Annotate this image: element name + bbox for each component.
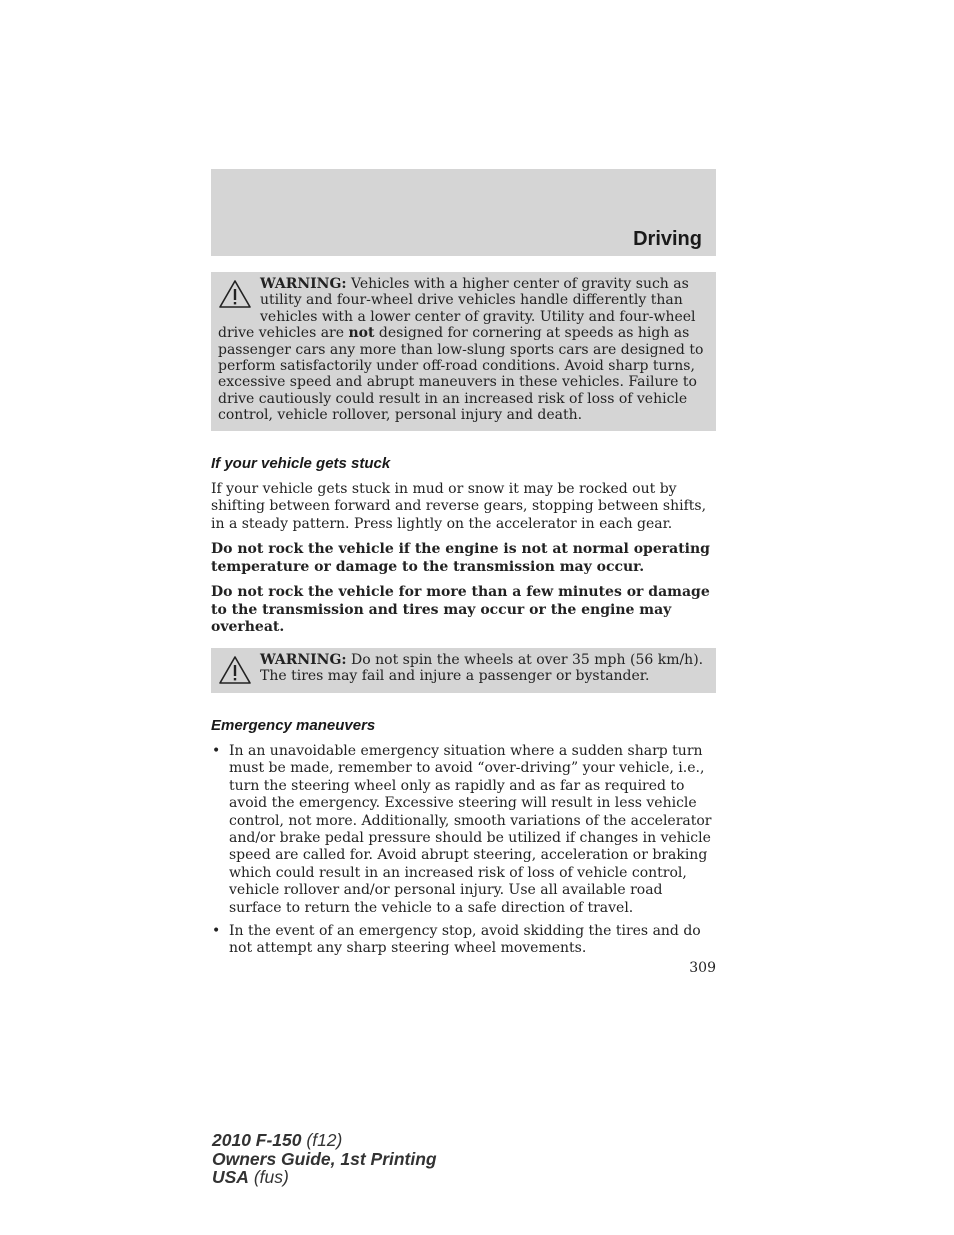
- emergency-bullet-list: [211, 743, 716, 964]
- document-footer: [212, 1131, 437, 1187]
- stuck-caution-temperature: Do not rock the vehicle if the engine is not at normal operating temperature or damage to the transmission may occur.: [211, 541, 710, 575]
- warning-label: WARNING:: [260, 652, 347, 668]
- stuck-body-paragraph: If your vehicle gets stuck in mud or snow it may be rocked out by shifting between forward and reverse gears, stopping between shifts, in a steady pattern. Press lightly on the accelerator in each gear.: [211, 481, 707, 532]
- bullet-marker: •: [212, 923, 221, 940]
- section-header-band: [211, 169, 716, 256]
- bullet-marker: •: [212, 743, 221, 759]
- warning-label: WARNING:: [260, 276, 347, 292]
- list-item: [211, 923, 716, 958]
- warning-triangle-icon: [218, 655, 252, 685]
- list-item-text: In an unavoidable emergency situation where a sudden sharp turn must be made, remember to avoid “over-driving” your vehicle, i.e., turn the steering wheel only as rapidly and as far as required to avoid the emergency. Excessive steering will result in less vehicle control, not more. Additionally, smooth variations of the accelerator and/or brake pedal pressure should be utilized if changes in vehicle speed are called for. Avoid abrupt steering, acceleration or braking which could result in an increased risk of loss of vehicle control, vehicle rollover and/or personal injury. Use all available road surface to return the vehicle to a safe direction of travel.: [229, 743, 712, 916]
- footer-line-market: USA (fus): [212, 1167, 289, 1187]
- warning-text: Do not spin the wheels at over 35 mph (56 km/h). The tires may fail and injure a passenger or bystander.: [260, 652, 704, 685]
- warning-triangle-icon: [218, 279, 252, 309]
- stuck-caution-duration: Do not rock the vehicle for more than a few minutes or damage to the transmission and tires may occur or the engine may overheat.: [211, 584, 710, 636]
- list-item: [211, 743, 716, 917]
- footer-line-guide: Owners Guide, 1st Printing: [212, 1148, 437, 1169]
- warning-box-center-of-gravity: [211, 272, 716, 431]
- warning-text-after: designed for cornering at speeds as high as passenger cars any more than low-slung sports cars are designed to perform satisfactorily under off-road conditions. Avoid sharp turns, excessive speed and abrupt maneuvers in these vehicles. Failure to drive cautiously could result in an increased risk of loss of vehicle control, vehicle rollover, personal injury and death.: [218, 325, 704, 424]
- warning-box-wheel-spin: [211, 648, 716, 693]
- heading-emergency-maneuvers: Emergency maneuvers: [211, 717, 376, 734]
- warning-emphasis: not: [348, 325, 375, 342]
- warning-text-before: Vehicles with a higher center of gravity such as utility and four-wheel drive vehicles handle differently than vehicles with a lower center of gravity. Utility and four-wheel drive vehicles are: [218, 276, 696, 342]
- section-title: Driving: [633, 228, 702, 250]
- footer-line-model: 2010 F-150 (f12): [212, 1130, 343, 1150]
- heading-vehicle-stuck: If your vehicle gets stuck: [211, 455, 391, 472]
- list-item-text: In the event of an emergency stop, avoid skidding the tires and do not attempt any sharp steering wheel movements.: [229, 923, 701, 957]
- page-number: 309: [689, 960, 716, 976]
